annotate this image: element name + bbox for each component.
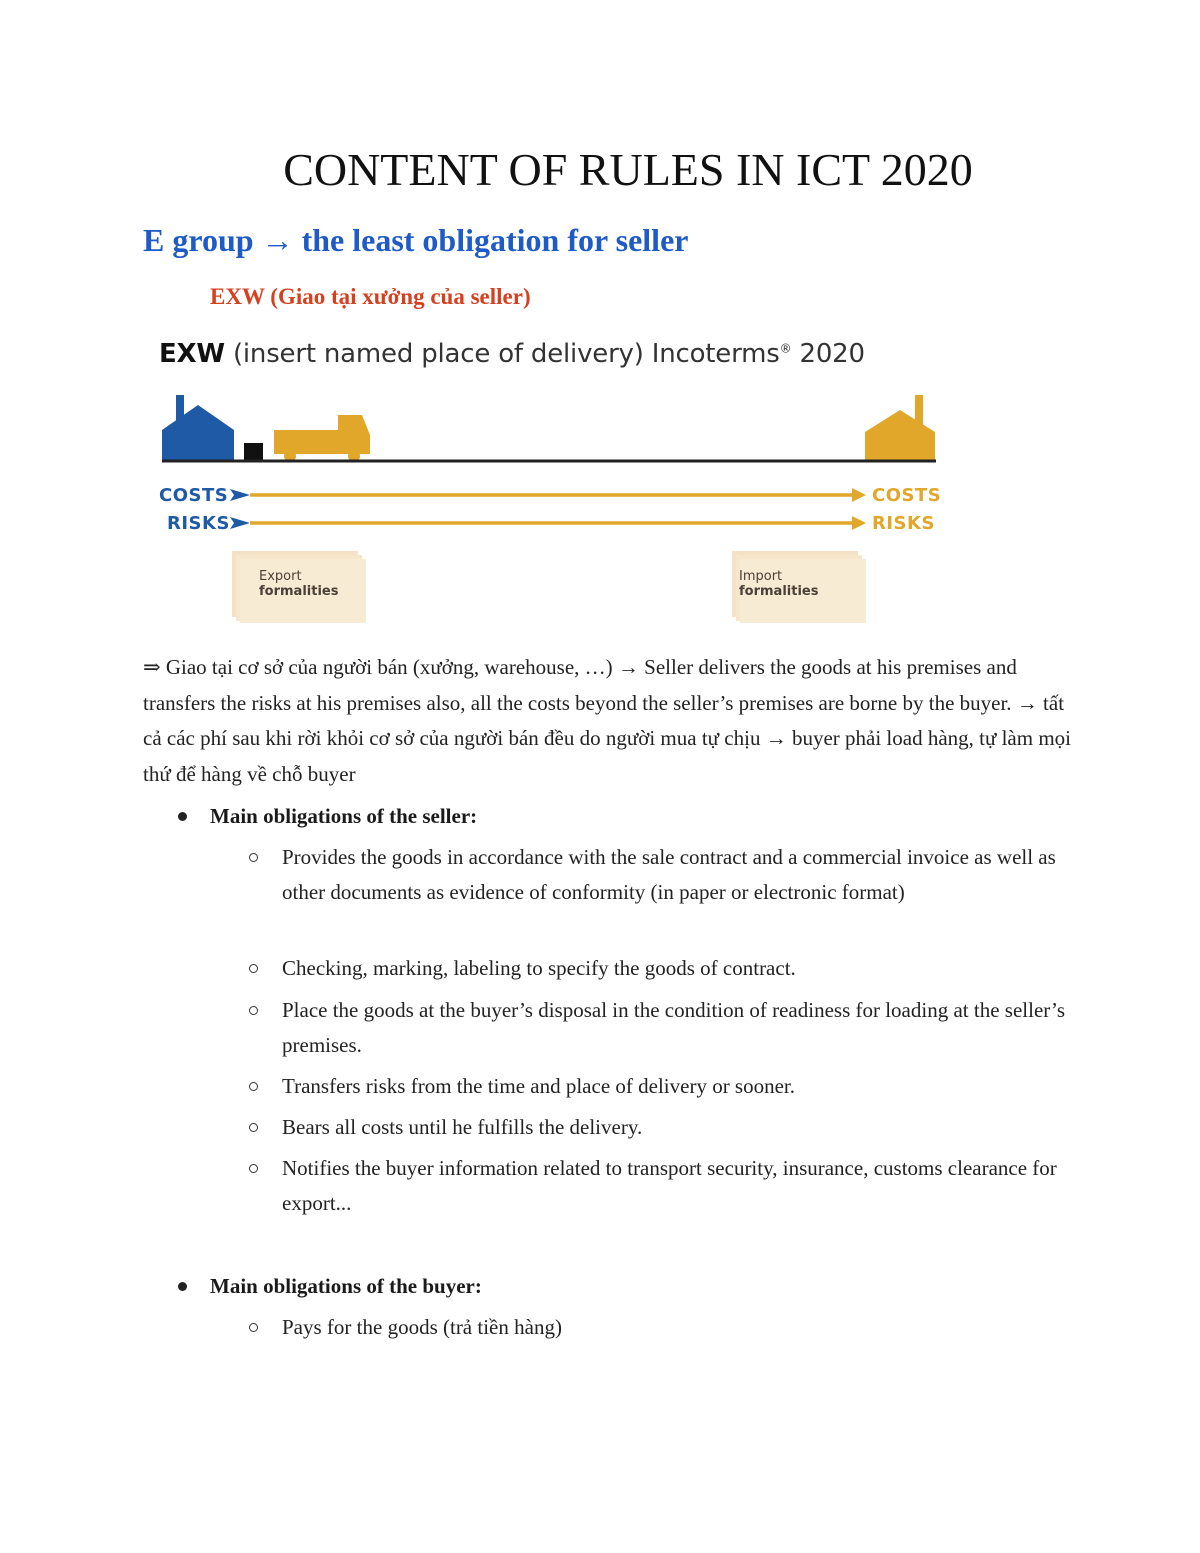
list-item: Notifies the buyer information related to transport security, insurance, customs clearance for export... — [282, 1156, 1057, 1215]
seller-factory-icon — [162, 395, 234, 460]
buyer-obligations-heading: Main obligations of the buyer: — [210, 1274, 482, 1298]
list-item: Provides the goods in accordance with the sale contract and a commercial invoice as well as other documents as evidence of conformity (in paper or electronic format) — [282, 845, 1056, 904]
risks-arrow — [230, 516, 866, 530]
costs-label-buyer: COSTS — [872, 485, 942, 506]
rule-heading: EXW (Giao tại xưởng của seller) — [210, 284, 531, 309]
list-item: Pays for the goods (trả tiền hàng) — [282, 1315, 562, 1339]
costs-arrow — [230, 488, 866, 502]
goods-box-icon — [244, 443, 263, 460]
circle-bullet-icon — [249, 853, 258, 862]
bullet-icon — [178, 812, 187, 821]
truck-icon — [274, 415, 370, 462]
page-title: CONTENT OF RULES IN ICT 2020 — [283, 144, 973, 195]
list-item: Bears all costs until he fulfills the delivery. — [282, 1115, 643, 1139]
export-formalities-label — [259, 569, 338, 599]
list-item: Transfers risks from the time and place of delivery or sooner. — [282, 1074, 796, 1098]
registered-mark: ® — [779, 341, 792, 356]
exw-description: ⇒ Giao tại cơ sở của người bán (xưởng, warehouse, …) → Seller delivers the goods at his premises and transfers the risks at his premises also, all the costs beyond the seller’s premises are borne by the buyer. → tất cả các phí sau khi rời khỏi cơ sở của người bán đều do người mua tự chịu → buyer phải load hàng, tự làm mọi thứ để hàng về chỗ buyer — [143, 655, 1072, 786]
group-heading: E group → the least obligation for seller — [143, 222, 689, 258]
diagram-title-year: 2020 — [791, 339, 865, 369]
exw-diagram — [150, 335, 950, 635]
seller-obligations-heading: Main obligations of the seller: — [210, 804, 478, 828]
diagram-title-text: (insert named place of delivery) Incoterms — [224, 339, 780, 369]
risks-label-seller: RISKS — [167, 513, 230, 534]
buyer-factory-icon — [865, 395, 935, 460]
circle-bullet-icon — [249, 1323, 258, 1332]
import-formalities-label — [739, 569, 818, 599]
import-label-line2: formalities — [739, 584, 819, 599]
diagram-title-rule: EXW — [159, 339, 225, 369]
import-label-line1: Import — [739, 569, 783, 584]
circle-bullet-icon — [249, 1164, 258, 1173]
list-item: Place the goods at the buyer’s disposal in the condition of readiness for loading at the seller’s premises. — [282, 998, 1066, 1057]
export-label-line2: formalities — [259, 584, 339, 599]
circle-bullet-icon — [249, 1082, 258, 1091]
risks-label-buyer: RISKS — [872, 513, 935, 534]
circle-bullet-icon — [249, 1123, 258, 1132]
list-item: Checking, marking, labeling to specify the goods of contract. — [282, 956, 796, 980]
circle-bullet-icon — [249, 964, 258, 973]
costs-label-seller: COSTS — [159, 485, 229, 506]
export-label-line1: Export — [259, 569, 302, 584]
bullet-icon — [178, 1282, 187, 1291]
circle-bullet-icon — [249, 1006, 258, 1015]
